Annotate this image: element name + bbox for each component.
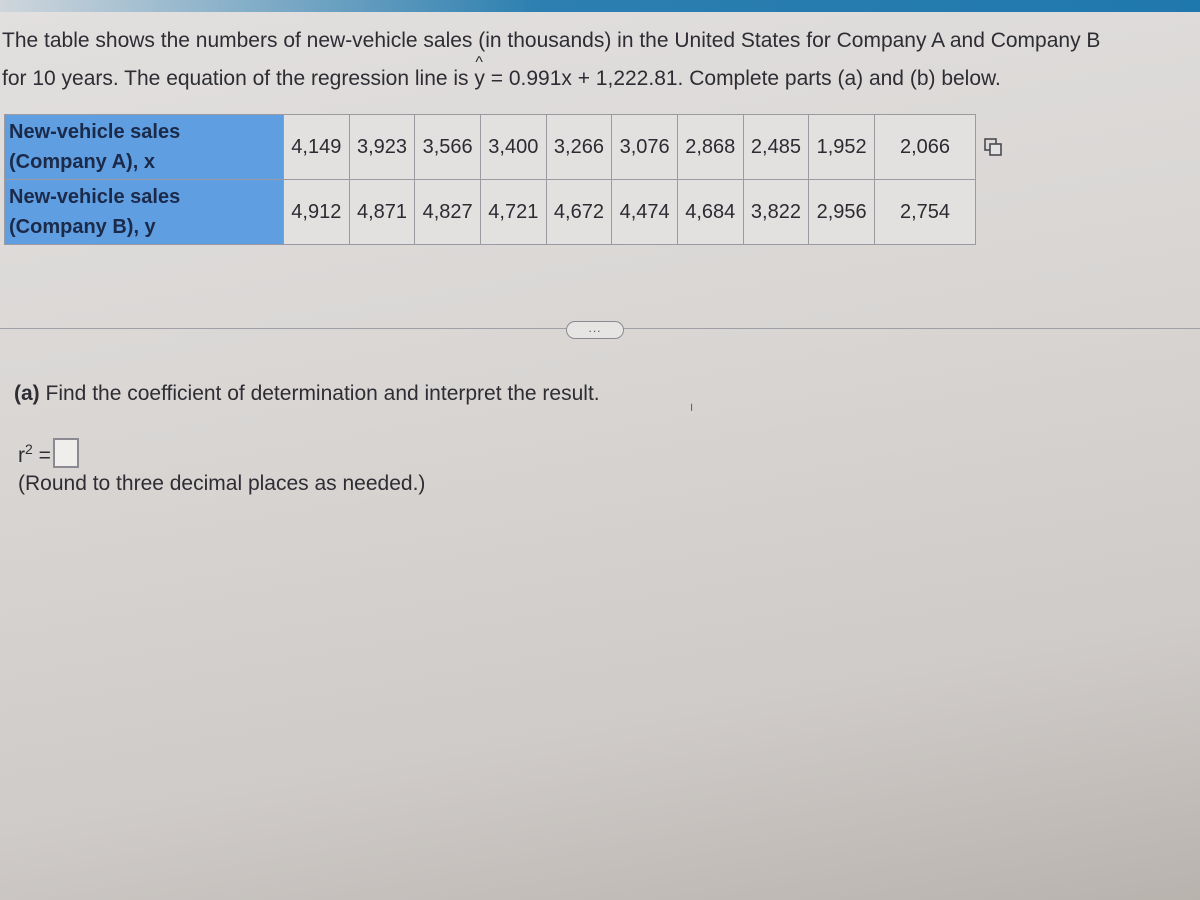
top-bar (0, 0, 1200, 12)
copy-icon[interactable] (984, 138, 1002, 156)
table-cell: 4,149 (284, 115, 350, 180)
rounding-note: (Round to three decimal places as needed.) (18, 472, 426, 495)
table-cell: 4,474 (612, 180, 678, 245)
expand-more-button[interactable]: ... (566, 321, 624, 339)
intro-line-2-end: = 0.991x + 1,222.81. Complete parts (a) and (b) below. (484, 67, 1001, 90)
table-cell: 3,923 (349, 115, 415, 180)
row-header-company-a (5, 115, 284, 180)
table-cell: 1,952 (809, 115, 875, 180)
r-symbol: r (18, 444, 25, 467)
table-row-company-b (5, 180, 976, 245)
table-cell: 4,684 (677, 180, 743, 245)
table-cell: 2,754 (875, 180, 976, 245)
row-header-line: (Company B), y (9, 216, 156, 238)
row-header-company-b (5, 180, 284, 245)
cursor-mark: ╵ (688, 404, 696, 418)
r-squared-answer-row (18, 438, 79, 468)
problem-statement (2, 22, 1198, 98)
table-cell: 2,956 (809, 180, 875, 245)
r-squared-input[interactable] (53, 438, 79, 468)
table-cell: 3,400 (480, 115, 546, 180)
table-cell: 3,566 (415, 115, 481, 180)
row-header-line: New-vehicle sales (9, 186, 181, 208)
intro-line-2-start: for 10 years. The equation of the regression line is (2, 67, 475, 90)
row-header-line: New-vehicle sales (9, 121, 181, 143)
part-a-label: (a) (14, 382, 40, 405)
part-a-question (14, 382, 600, 406)
table-cell: 3,266 (546, 115, 612, 180)
y-hat-symbol: ^ y (474, 60, 485, 98)
table-cell: 2,066 (875, 115, 976, 180)
row-header-line: (Company A), x (9, 151, 155, 173)
table-row-company-a (5, 115, 976, 180)
part-a-text: Find the coefficient of determination and interpret the result. (39, 382, 600, 405)
r-exponent: 2 (25, 441, 33, 457)
equals-sign: = (32, 444, 51, 467)
table-cell: 3,076 (612, 115, 678, 180)
table-cell: 3,822 (743, 180, 809, 245)
table-cell: 4,672 (546, 180, 612, 245)
table-cell: 4,912 (284, 180, 350, 245)
table-cell: 2,868 (677, 115, 743, 180)
intro-line-2 (2, 60, 1198, 98)
table-cell: 2,485 (743, 115, 809, 180)
table-cell: 4,827 (415, 180, 481, 245)
table-cell: 4,871 (349, 180, 415, 245)
table-cell: 4,721 (480, 180, 546, 245)
sales-table (4, 114, 976, 245)
intro-line-1: The table shows the numbers of new-vehicle sales (in thousands) in the United States for Company A and Company B (2, 29, 1101, 52)
